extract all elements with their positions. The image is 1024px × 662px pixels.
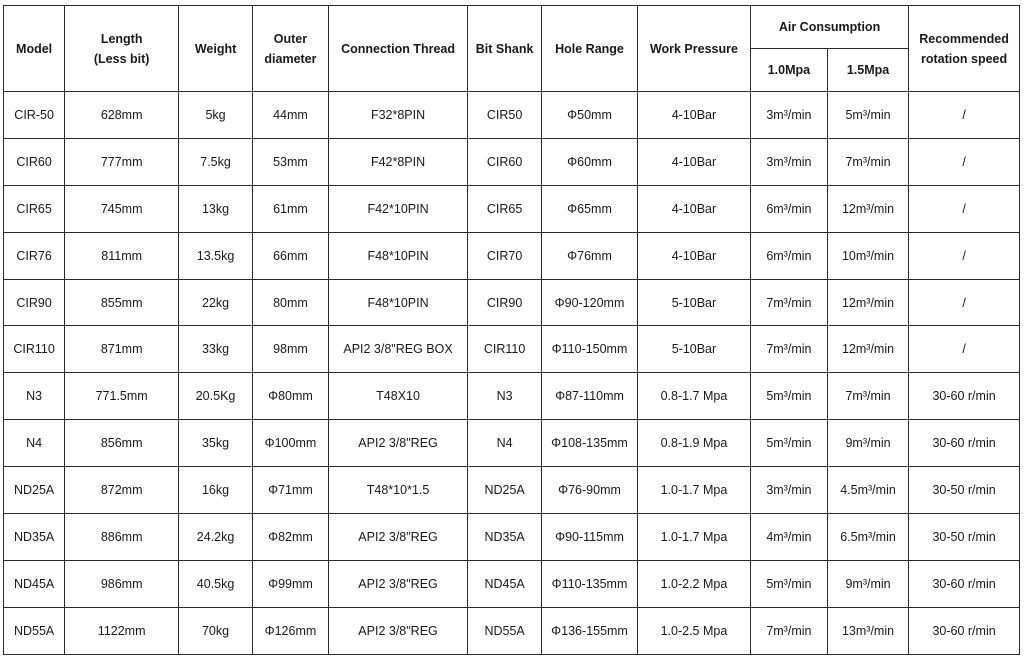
header-bit-shank: Bit Shank [468, 6, 542, 92]
cell-bit-shank: N3 [468, 373, 542, 420]
cell-length: 628mm [65, 92, 179, 139]
cell-air-1-5-mpa: 13m³/min [827, 607, 908, 654]
cell-hole-range: Φ60mm [542, 138, 638, 185]
table-row [4, 373, 1020, 420]
cell-model: CIR65 [4, 185, 65, 232]
table-row [4, 607, 1020, 654]
cell-rotation-speed: 30-60 r/min [909, 420, 1020, 467]
cell-air-1-5-mpa: 10m³/min [827, 232, 908, 279]
cell-connection-thread: F32*8PIN [328, 92, 467, 139]
cell-work-pressure: 1.0-2.5 Mpa [638, 607, 751, 654]
table-row [4, 138, 1020, 185]
cell-air-1-0-mpa: 5m³/min [750, 420, 827, 467]
cell-work-pressure: 1.0-2.2 Mpa [638, 560, 751, 607]
header-rotation-line2: rotation speed [921, 51, 1008, 66]
cell-outer-diameter: Φ71mm [252, 467, 328, 514]
cell-length: 886mm [65, 514, 179, 561]
cell-outer-diameter: 80mm [252, 279, 328, 326]
header-connection-thread: Connection Thread [328, 6, 467, 92]
cell-air-1-0-mpa: 3m³/min [750, 467, 827, 514]
specification-table [3, 5, 1020, 655]
cell-rotation-speed: / [909, 232, 1020, 279]
cell-length: 986mm [65, 560, 179, 607]
cell-length: 856mm [65, 420, 179, 467]
cell-outer-diameter: Φ99mm [252, 560, 328, 607]
table-body [4, 92, 1020, 655]
cell-bit-shank: ND45A [468, 560, 542, 607]
cell-work-pressure: 4-10Bar [638, 185, 751, 232]
cell-connection-thread: F42*8PIN [328, 138, 467, 185]
cell-outer-diameter: 98mm [252, 326, 328, 373]
cell-connection-thread: API2 3/8"REG BOX [328, 326, 467, 373]
cell-air-1-0-mpa: 7m³/min [750, 326, 827, 373]
header-row-top [4, 6, 1020, 49]
cell-weight: 13kg [179, 185, 253, 232]
cell-air-1-0-mpa: 7m³/min [750, 607, 827, 654]
cell-air-1-5-mpa: 12m³/min [827, 326, 908, 373]
cell-hole-range: Φ108-135mm [542, 420, 638, 467]
table-header [4, 6, 1020, 92]
cell-air-1-5-mpa: 4.5m³/min [827, 467, 908, 514]
cell-connection-thread: F48*10PIN [328, 232, 467, 279]
cell-hole-range: Φ90-115mm [542, 514, 638, 561]
cell-length: 1122mm [65, 607, 179, 654]
cell-outer-diameter: 66mm [252, 232, 328, 279]
cell-model: ND35A [4, 514, 65, 561]
cell-work-pressure: 5-10Bar [638, 326, 751, 373]
cell-air-1-5-mpa: 12m³/min [827, 185, 908, 232]
cell-rotation-speed: 30-60 r/min [909, 560, 1020, 607]
cell-hole-range: Φ50mm [542, 92, 638, 139]
cell-weight: 16kg [179, 467, 253, 514]
header-work-pressure: Work Pressure [638, 6, 751, 92]
cell-model: ND45A [4, 560, 65, 607]
cell-work-pressure: 1.0-1.7 Mpa [638, 514, 751, 561]
cell-model: CIR110 [4, 326, 65, 373]
cell-air-1-0-mpa: 5m³/min [750, 560, 827, 607]
cell-air-1-5-mpa: 5m³/min [827, 92, 908, 139]
cell-hole-range: Φ87-110mm [542, 373, 638, 420]
cell-rotation-speed: / [909, 279, 1020, 326]
header-rotation-line1: Recommended [919, 31, 1009, 46]
cell-length: 871mm [65, 326, 179, 373]
cell-bit-shank: CIR110 [468, 326, 542, 373]
table-row [4, 560, 1020, 607]
table-row [4, 514, 1020, 561]
cell-model: CIR76 [4, 232, 65, 279]
cell-bit-shank: ND25A [468, 467, 542, 514]
cell-connection-thread: API2 3/8"REG [328, 607, 467, 654]
cell-outer-diameter: 53mm [252, 138, 328, 185]
header-air-1-5-mpa: 1.5Mpa [827, 49, 908, 92]
cell-air-1-5-mpa: 7m³/min [827, 138, 908, 185]
cell-work-pressure: 1.0-1.7 Mpa [638, 467, 751, 514]
cell-air-1-5-mpa: 6.5m³/min [827, 514, 908, 561]
cell-weight: 24.2kg [179, 514, 253, 561]
cell-connection-thread: T48X10 [328, 373, 467, 420]
cell-hole-range: Φ110-150mm [542, 326, 638, 373]
cell-outer-diameter: 44mm [252, 92, 328, 139]
cell-bit-shank: CIR50 [468, 92, 542, 139]
cell-air-1-0-mpa: 4m³/min [750, 514, 827, 561]
cell-length: 872mm [65, 467, 179, 514]
cell-weight: 20.5Kg [179, 373, 253, 420]
table-row [4, 326, 1020, 373]
cell-model: CIR60 [4, 138, 65, 185]
cell-weight: 22kg [179, 279, 253, 326]
cell-hole-range: Φ76-90mm [542, 467, 638, 514]
cell-bit-shank: ND35A [468, 514, 542, 561]
header-rotation-speed [909, 6, 1020, 92]
cell-length: 771.5mm [65, 373, 179, 420]
cell-rotation-speed: / [909, 326, 1020, 373]
cell-air-1-0-mpa: 3m³/min [750, 92, 827, 139]
cell-weight: 35kg [179, 420, 253, 467]
cell-length: 855mm [65, 279, 179, 326]
header-weight: Weight [179, 6, 253, 92]
cell-bit-shank: ND55A [468, 607, 542, 654]
cell-connection-thread: API2 3/8"REG [328, 560, 467, 607]
cell-work-pressure: 0.8-1.7 Mpa [638, 373, 751, 420]
cell-air-1-0-mpa: 6m³/min [750, 232, 827, 279]
cell-connection-thread: T48*10*1.5 [328, 467, 467, 514]
cell-work-pressure: 5-10Bar [638, 279, 751, 326]
cell-air-1-5-mpa: 12m³/min [827, 279, 908, 326]
cell-model: ND25A [4, 467, 65, 514]
cell-air-1-5-mpa: 9m³/min [827, 560, 908, 607]
cell-rotation-speed: / [909, 92, 1020, 139]
cell-air-1-0-mpa: 5m³/min [750, 373, 827, 420]
cell-hole-range: Φ76mm [542, 232, 638, 279]
cell-weight: 33kg [179, 326, 253, 373]
cell-weight: 7.5kg [179, 138, 253, 185]
cell-outer-diameter: Φ82mm [252, 514, 328, 561]
cell-weight: 40.5kg [179, 560, 253, 607]
header-length-line2: (Less bit) [93, 51, 150, 66]
header-hole-range: Hole Range [542, 6, 638, 92]
cell-length: 811mm [65, 232, 179, 279]
table-row [4, 185, 1020, 232]
cell-connection-thread: F42*10PIN [328, 185, 467, 232]
cell-outer-diameter: Φ80mm [252, 373, 328, 420]
cell-hole-range: Φ90-120mm [542, 279, 638, 326]
cell-model: CIR-50 [4, 92, 65, 139]
cell-hole-range: Φ110-135mm [542, 560, 638, 607]
cell-weight: 13.5kg [179, 232, 253, 279]
table-row [4, 232, 1020, 279]
header-air-1-0-mpa: 1.0Mpa [750, 49, 827, 92]
cell-connection-thread: API2 3/8"REG [328, 420, 467, 467]
cell-weight: 70kg [179, 607, 253, 654]
header-length [65, 6, 179, 92]
cell-model: N4 [4, 420, 65, 467]
cell-rotation-speed: / [909, 185, 1020, 232]
table-row [4, 467, 1020, 514]
cell-work-pressure: 4-10Bar [638, 92, 751, 139]
cell-weight: 5kg [179, 92, 253, 139]
table-row [4, 279, 1020, 326]
cell-air-1-5-mpa: 7m³/min [827, 373, 908, 420]
cell-bit-shank: N4 [468, 420, 542, 467]
cell-air-1-0-mpa: 6m³/min [750, 185, 827, 232]
header-outer-line2: diameter [264, 51, 317, 66]
cell-rotation-speed: 30-50 r/min [909, 467, 1020, 514]
cell-connection-thread: API2 3/8"REG [328, 514, 467, 561]
cell-connection-thread: F48*10PIN [328, 279, 467, 326]
cell-bit-shank: CIR70 [468, 232, 542, 279]
cell-rotation-speed: 30-60 r/min [909, 607, 1020, 654]
cell-bit-shank: CIR65 [468, 185, 542, 232]
cell-outer-diameter: Φ100mm [252, 420, 328, 467]
cell-work-pressure: 4-10Bar [638, 138, 751, 185]
cell-rotation-speed: / [909, 138, 1020, 185]
header-air-consumption: Air Consumption [750, 6, 908, 49]
cell-air-1-0-mpa: 3m³/min [750, 138, 827, 185]
cell-hole-range: Φ136-155mm [542, 607, 638, 654]
table-row [4, 420, 1020, 467]
cell-air-1-0-mpa: 7m³/min [750, 279, 827, 326]
header-outer-diameter [252, 6, 328, 92]
cell-model: CIR90 [4, 279, 65, 326]
cell-air-1-5-mpa: 9m³/min [827, 420, 908, 467]
cell-model: ND55A [4, 607, 65, 654]
cell-bit-shank: CIR90 [468, 279, 542, 326]
cell-rotation-speed: 30-60 r/min [909, 373, 1020, 420]
cell-length: 777mm [65, 138, 179, 185]
cell-hole-range: Φ65mm [542, 185, 638, 232]
cell-work-pressure: 4-10Bar [638, 232, 751, 279]
cell-work-pressure: 0.8-1.9 Mpa [638, 420, 751, 467]
cell-model: N3 [4, 373, 65, 420]
cell-length: 745mm [65, 185, 179, 232]
table-row [4, 92, 1020, 139]
header-length-line1: Length [100, 31, 143, 46]
header-model: Model [4, 6, 65, 92]
cell-rotation-speed: 30-50 r/min [909, 514, 1020, 561]
cell-outer-diameter: Φ126mm [252, 607, 328, 654]
header-outer-line1: Outer [273, 31, 308, 46]
cell-bit-shank: CIR60 [468, 138, 542, 185]
cell-outer-diameter: 61mm [252, 185, 328, 232]
